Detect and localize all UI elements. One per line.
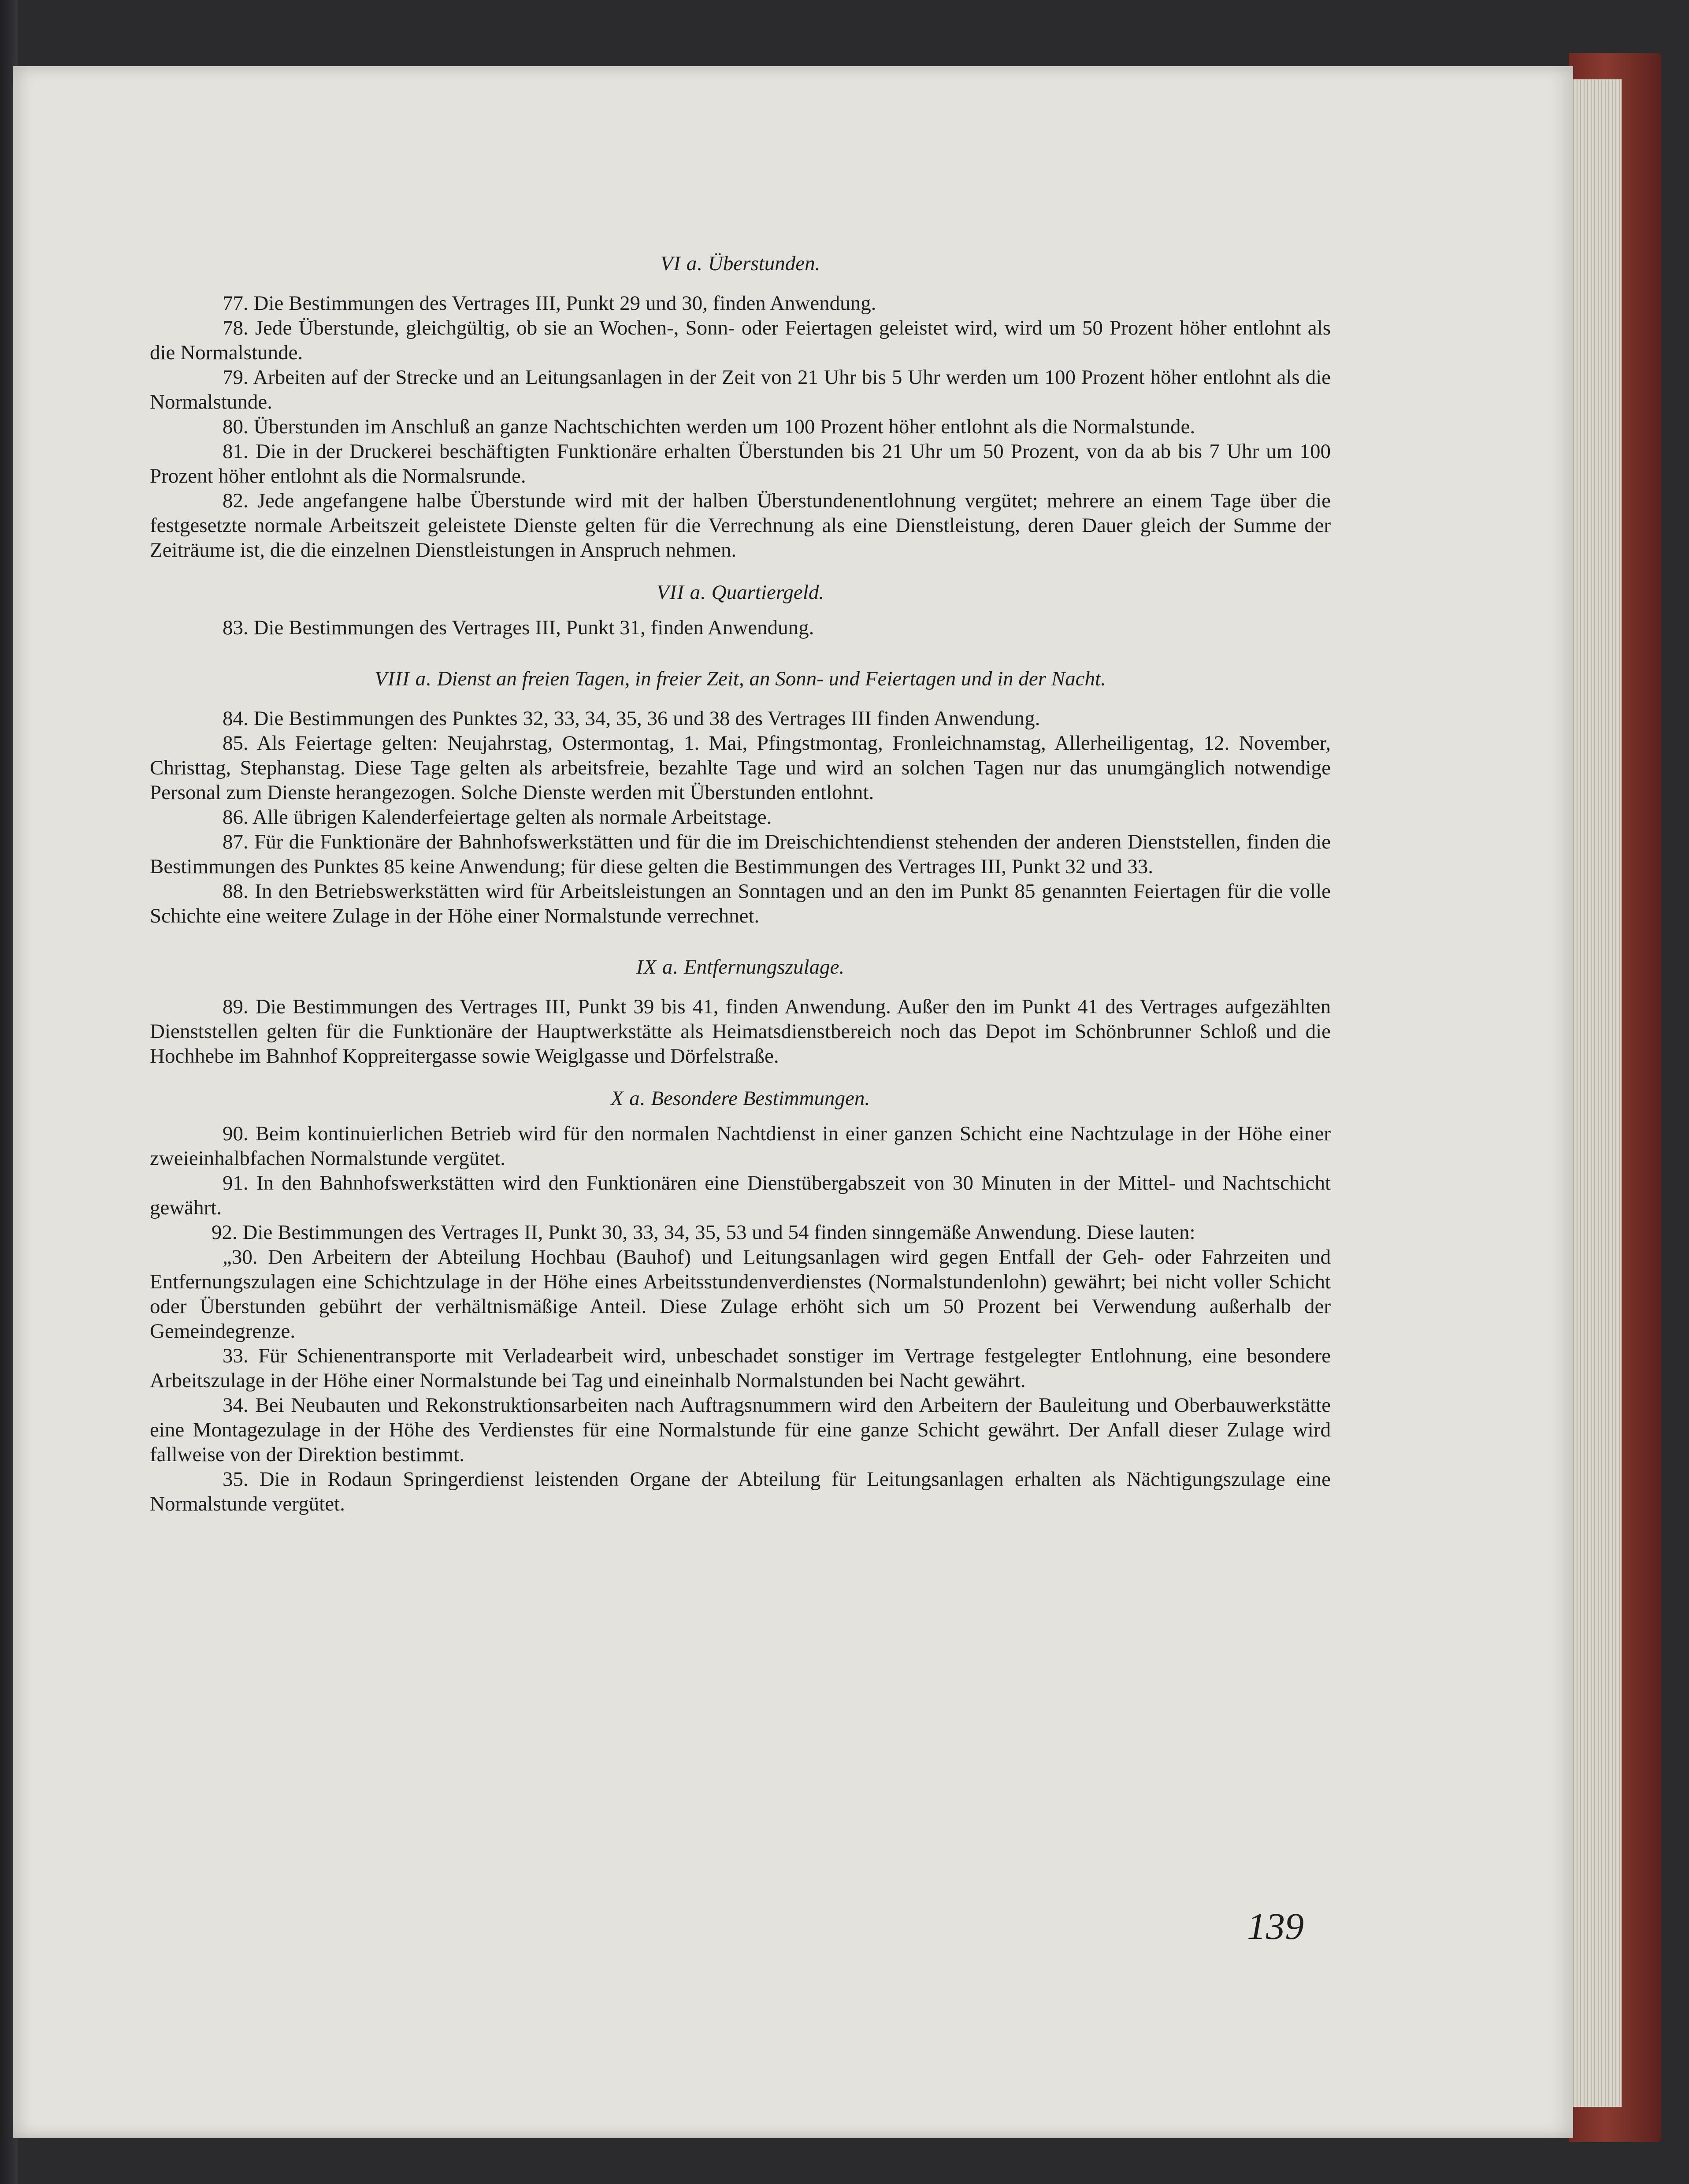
paragraph-88: 88. In den Betriebswerkstätten wird für Arbeitsleistungen an Sonntagen und an den im Punkt 85 genannten Feiertagen für die volle Schichte eine weitere Zulage in der Höhe einer Normalstunde verrechnet. — [150, 880, 1331, 927]
paragraph-90: 90. Beim kontinuierlichen Betrieb wird für den normalen Nachtdienst in einer ganzen Schicht eine Nachtzulage in der Höhe einer zweieinhalbfachen Normalstunde vergütet. — [150, 1122, 1331, 1170]
heading-title: Entfernungszulage. — [683, 956, 845, 979]
paragraph-91: 91. In den Bahnhofswerkstätten wird den Funktionären eine Dienstübergabszeit von 30 Minuten in der Mittel- und Nachtschicht gewährt. — [150, 1172, 1331, 1219]
text-block — [150, 251, 1331, 1516]
paragraph-79: 79. Arbeiten auf der Strecke und an Leitungsanlagen in der Zeit von 21 Uhr bis 5 Uhr werden um 100 Prozent höher entlohnt als die Normalstunde. — [150, 366, 1331, 413]
paragraph-89: 89. Die Bestimmungen des Vertrages III, Punkt 39 bis 41, finden Anwendung. Außer den im Punkt 41 des Vertrages aufgezählten Dienststellen gelten für die Funktionäre der Hauptwerkstätte als Heimatsdienstbereich noch das Depot im Schönbrunner Schloß und die Hochhebe im Bahnhof Koppreitergasse sowie Weiglgasse und Dörfelstraße. — [150, 995, 1331, 1068]
paragraph-86: 86. Alle übrigen Kalenderfeiertage gelten als normale Arbeitstage. — [223, 806, 772, 829]
heading-number: VI a. — [660, 252, 703, 275]
section-heading-7a — [150, 580, 1331, 605]
paragraph-quoted-34: 34. Bei Neubauten und Rekonstruktionsarbeiten nach Auftragsnummern wird den Arbeitern der Bauleitung und Oberbauwerkstätte eine Montagezulage in der Höhe des Verdienstes für eine Normalstunde für eine ganze Schicht gewährt. Der Anfall dieser Zulage wird fallweise von der Direktion bestimmt. — [150, 1394, 1331, 1466]
section-heading-10a — [150, 1086, 1331, 1111]
heading-number: VII a. — [656, 581, 706, 604]
paragraph-quoted-35: 35. Die in Rodaun Springerdienst leistenden Organe der Abteilung für Leitungsanlagen erhalten als Nächtigungszulage eine Normalstunde vergütet. — [150, 1468, 1331, 1515]
heading-title: Überstunden. — [708, 252, 820, 275]
paragraph-77: 77. Die Bestimmungen des Vertrages III, Punkt 29 und 30, finden Anwendung. — [223, 292, 876, 315]
paragraph-85: 85. Als Feiertage gelten: Neujahrstag, Ostermontag, 1. Mai, Pfingstmontag, Fronleichnamstag, Allerheiligentag, 12. November, Christtag, Stephanstag. Diese Tage gelten als arbeitsfreie, bezahlte Tage und wird an solchen Tagen nur das unumgänglich notwendige Personal zum Dienste herangezogen. Solche Dienste werden mit Überstunden entlohnt. — [150, 732, 1331, 804]
heading-number: X a. — [610, 1087, 646, 1110]
section-heading-9a — [150, 955, 1331, 979]
paragraph-83: 83. Die Bestimmungen des Vertrages III, Punkt 31, finden Anwendung. — [223, 616, 814, 639]
paragraph-78: 78. Jede Überstunde, gleichgültig, ob sie an Wochen-, Sonn- oder Feiertagen geleistet wird, wird um 50 Prozent höher entlohnt als die Normalstunde. — [150, 316, 1331, 364]
paragraph-92: 92. Die Bestimmungen des Vertrages II, Punkt 30, 33, 34, 35, 53 und 54 finden sinngemäße Anwendung. Diese lauten: — [212, 1221, 1195, 1244]
paragraph-81: 81. Die in der Druckerei beschäftigten Funktionäre erhalten Überstunden bis 21 Uhr um 50 Prozent, von da ab bis 7 Uhr um 100 Prozent höher entlohnt als die Normalsrunde. — [150, 440, 1331, 487]
heading-title: Quartiergeld. — [711, 581, 824, 604]
heading-number: VIII a. — [375, 667, 432, 690]
section-heading-6a — [150, 251, 1331, 276]
paragraph-quoted-30: „30. Den Arbeitern der Abteilung Hochbau (Bauhof) und Leitungsanlagen wird gegen Entfall der Geh- oder Fahrzeiten und Entfernungszulagen eine Schichtzulage in der Höhe eines Arbeitsstundenverdienstes (Normalstundenlohn) gewährt; bei nicht voller Schicht oder Überstunden gebührt der verhältnismäßige Anteil. Diese Zulage erhöht sich um 50 Prozent bei Verwendung außerhalb der Gemeindegrenze. — [150, 1246, 1331, 1343]
paragraph-80: 80. Überstunden im Anschluß an ganze Nachtschichten werden um 100 Prozent höher entlohnt als die Normalstunde. — [223, 415, 1195, 438]
heading-title: Dienst an freien Tagen, in freier Zeit, an Sonn- und Feiertagen und in der Nacht. — [437, 667, 1106, 690]
page-number: 139 — [1247, 1905, 1304, 1947]
paragraph-87: 87. Für die Funktionäre der Bahnhofswerkstätten und für die im Dreischichtendienst stehenden der anderen Dienststellen, finden die Bestimmungen des Punktes 85 keine Anwendung; für diese gelten die Bestimmungen des Vertrages III, Punkt 32 und 33. — [150, 830, 1331, 878]
heading-title: Besondere Bestimmungen. — [651, 1087, 870, 1110]
section-heading-8a — [150, 666, 1331, 691]
paragraph-84: 84. Die Bestimmungen des Punktes 32, 33, 34, 35, 36 und 38 des Vertrages III finden Anwendung. — [223, 707, 1040, 730]
paragraph-quoted-33: 33. Für Schienentransporte mit Verladearbeit wird, unbeschadet sonstiger im Vertrage festgelegter Entlohnung, eine besondere Arbeitszulage in der Höhe einer Normalstunde bei Tag und eineinhalb Normalstunden bei Nacht gewährt. — [150, 1344, 1331, 1392]
paragraph-82: 82. Jede angefangene halbe Überstunde wird mit der halben Überstundenentlohnung vergütet; mehrere an einem Tage über die festgesetzte normale Arbeitszeit geleistete Dienste gelten für die Verrechnung als eine Dienstleistung, deren Dauer gleich der Summe der Zeiträume ist, die die einzelnen Dienstleistungen in Anspruch nehmen. — [150, 489, 1331, 562]
book-page — [13, 66, 1573, 2138]
heading-number: IX a. — [636, 956, 679, 979]
